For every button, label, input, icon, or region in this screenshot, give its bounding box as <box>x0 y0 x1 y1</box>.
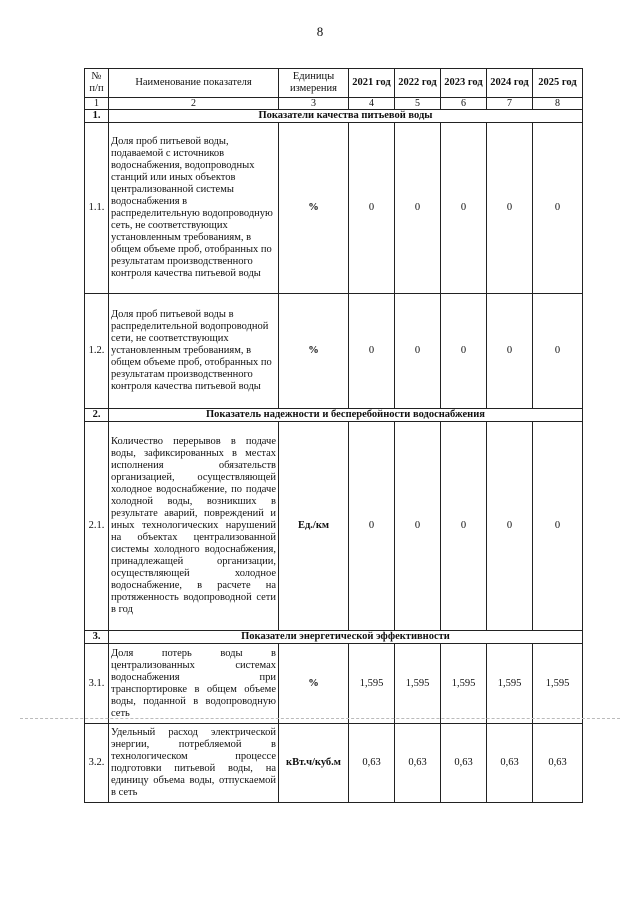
row-value: 0 <box>349 422 395 631</box>
row-value: 0 <box>487 123 533 294</box>
row-value: 0,63 <box>349 724 395 803</box>
row-value: 0 <box>533 123 583 294</box>
header-year: 2025 год <box>533 69 583 98</box>
row-value: 1,595 <box>395 644 441 724</box>
row-value: 0 <box>441 422 487 631</box>
row-value: 0 <box>349 294 395 409</box>
row-value: 0,63 <box>395 724 441 803</box>
row-value: 0 <box>349 123 395 294</box>
column-number: 8 <box>533 98 583 110</box>
row-name: Удельный расход электрической энергии, потребляемой в технологическом процессе подготовки питьевой воды, на единицу объема воды, отпускаемой в сеть <box>109 724 279 803</box>
row-value: 0 <box>395 294 441 409</box>
table-row <box>85 724 583 803</box>
row-value: 1,595 <box>349 644 395 724</box>
row-name: Доля потерь воды в централизованных системах водоснабжения при транспортировке в общем объеме воды, поданной в водопроводную сеть <box>109 644 279 724</box>
row-number: 2.1. <box>85 422 109 631</box>
section-title: Показатель надежности и бесперебойности водоснабжения <box>109 409 583 422</box>
section-number: 3. <box>85 631 109 644</box>
column-number: 1 <box>85 98 109 110</box>
table-row <box>85 422 583 631</box>
row-number: 1.2. <box>85 294 109 409</box>
header-num: № п/п <box>85 69 109 98</box>
column-number: 6 <box>441 98 487 110</box>
page-number: 8 <box>316 24 324 39</box>
column-numbers-row <box>85 98 583 110</box>
header-year: 2021 год <box>349 69 395 98</box>
table-row <box>85 644 583 724</box>
header-row <box>85 69 583 98</box>
column-number: 3 <box>279 98 349 110</box>
row-unit: % <box>279 294 349 409</box>
section-number: 1. <box>85 110 109 123</box>
section-row <box>85 110 583 123</box>
row-unit: % <box>279 644 349 724</box>
header-year: 2024 год <box>487 69 533 98</box>
table-row <box>85 123 583 294</box>
row-value: 1,595 <box>441 644 487 724</box>
header-name: Наименование показателя <box>109 69 279 98</box>
section-row <box>85 631 583 644</box>
row-value: 1,595 <box>487 644 533 724</box>
row-value: 0 <box>395 123 441 294</box>
row-value: 0 <box>533 294 583 409</box>
row-value: 0 <box>395 422 441 631</box>
header-year: 2022 год <box>395 69 441 98</box>
row-value: 1,595 <box>533 644 583 724</box>
row-value: 0 <box>441 123 487 294</box>
header-unit: Единицы измерения <box>279 69 349 98</box>
column-number: 5 <box>395 98 441 110</box>
row-unit: Ед./км <box>279 422 349 631</box>
section-row <box>85 409 583 422</box>
column-number: 4 <box>349 98 395 110</box>
section-title: Показатели энергетической эффективности <box>109 631 583 644</box>
row-number: 3.1. <box>85 644 109 724</box>
column-number: 2 <box>109 98 279 110</box>
row-number: 3.2. <box>85 724 109 803</box>
row-value: 0,63 <box>441 724 487 803</box>
row-value: 0 <box>441 294 487 409</box>
section-number: 2. <box>85 409 109 422</box>
table-row <box>85 294 583 409</box>
row-number: 1.1. <box>85 123 109 294</box>
row-unit: кВт.ч/куб.м <box>279 724 349 803</box>
row-unit: % <box>279 123 349 294</box>
row-value: 0 <box>487 294 533 409</box>
row-value: 0,63 <box>487 724 533 803</box>
row-name: Количество перерывов в подаче воды, зафиксированных в местах исполнения обязательств организацией, осуществляющей холодное водоснабжение, по подаче холодной воды, возникших в результате аварий, повреждений и иных технологических нарушений на объектах централизованной системы холодного водоснабжения, принадлежащей организации, осуществляющей холодное водоснабжение, в расчете на протяженность водопроводной сети в год <box>109 422 279 631</box>
row-name: Доля проб питьевой воды, подаваемой с источников водоснабжения, водопроводных станций или иных объектов централизованной системы водоснабжения в распределительную водопроводную сеть, не соответствующих установленным требованиям, в общем объеме проб, отобранных по результатам производственного контроля качества питьевой воды <box>109 123 279 294</box>
column-number: 7 <box>487 98 533 110</box>
header-year: 2023 год <box>441 69 487 98</box>
row-value: 0 <box>487 422 533 631</box>
row-value: 0 <box>533 422 583 631</box>
section-title: Показатели качества питьевой воды <box>109 110 583 123</box>
row-name: Доля проб питьевой воды в распределительной водопроводной сети, не соответствующих установленным требованиям, в общем объеме проб, отобранных по результатам производственного контроля качества питьевой воды <box>109 294 279 409</box>
row-value: 0,63 <box>533 724 583 803</box>
scan-artifact-line <box>20 718 620 719</box>
indicators-table <box>84 68 583 803</box>
